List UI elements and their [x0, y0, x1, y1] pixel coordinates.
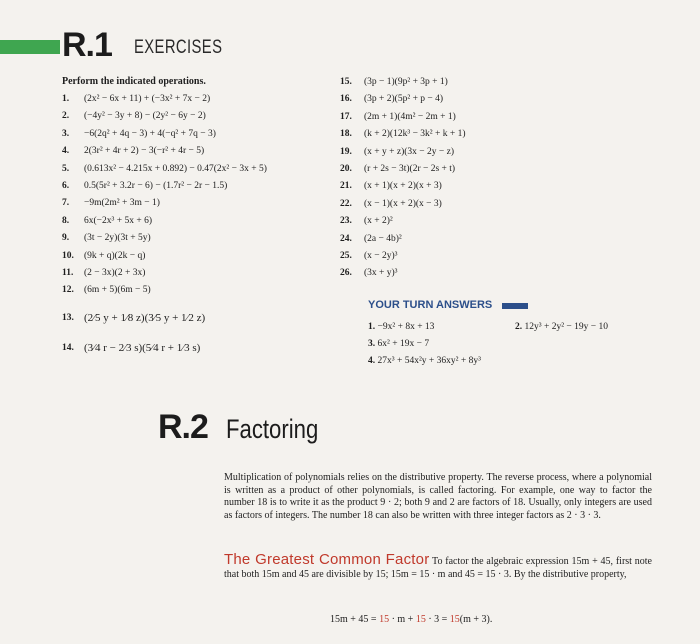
- your-turn-title: YOUR TURN ANSWERS: [368, 299, 493, 311]
- gcf-paragraph: [224, 551, 652, 581]
- your-turn-accent-bar: [502, 303, 528, 309]
- exercise-item: 18. (k + 2)(12k³ − 3k² + k + 1): [340, 129, 466, 140]
- exercise-item: 4. 2(3r² + 4r + 2) − 3(−r² + 4r − 5): [62, 146, 205, 157]
- gcf-heading: The Greatest Common Factor: [224, 551, 430, 568]
- your-turn-answer: 2. 12y³ + 2y² − 19y − 10: [515, 322, 609, 332]
- exercise-item: 11. (2 − 3x)(2 + 3x): [62, 267, 146, 278]
- factoring-paragraph: Multiplication of polynomials relies on the distributive property. The reverse process, where a polynomial is written as a product of other polynomials, is called factoring. For example, one way to factor the number 18 is to write it as the product 9 · 2; both 9 and 2 are factors of 18. Usually, only integers are used as factors of integers. The number 18 can also be written with three integer factors as 2 · 3 · 3.: [224, 472, 652, 521]
- gcf-text: To factor the algebraic expression 15m + 45, first note that both 15m and 45 are divisible by 15; 15m = 15 · m and 45 = 15 · 3. By the distributive property,: [224, 556, 652, 580]
- exercise-item: 14. (3⁄4 r − 2⁄3 s)(5⁄4 r + 1⁄3 s): [62, 341, 201, 354]
- exercise-list-right: [340, 77, 466, 286]
- exercise-item: 22. (x − 1)(x + 2)(x − 3): [340, 198, 442, 209]
- your-turn-answer: 4. 27x³ + 54x²y + 36xy² + 8y³: [368, 356, 481, 366]
- your-turn-answer: 1. −9x² + 8x + 13: [368, 322, 435, 332]
- exercise-item: 26. (3x + y)³: [340, 268, 398, 279]
- exercise-item: 6. 0.5(5r² + 3.2r − 6) − (1.7r² − 2r − 1.5): [62, 180, 228, 191]
- exercise-list-left: [62, 94, 267, 363]
- exercise-item: 20. (r + 2s − 3t)(2r − 2s + t): [340, 163, 456, 174]
- section-number: R.1: [62, 26, 112, 64]
- exercise-item: 13. (2⁄5 y + 1⁄8 z)(3⁄5 y + 1⁄2 z): [62, 311, 206, 324]
- exercise-item: 8. 6x(−2x³ + 5x + 6): [62, 215, 152, 226]
- exercise-item: 10. (9k + q)(2k − q): [62, 250, 146, 261]
- exercise-item: 3. −6(2q² + 4q − 3) + 4(−q² + 7q − 3): [62, 128, 216, 139]
- exercise-item: 21. (x + 1)(x + 2)(x + 3): [340, 181, 442, 192]
- exercise-item: 7. −9m(2m² + 3m − 1): [62, 198, 160, 209]
- exercise-item: 1. (2x² − 6x + 11) + (−3x² + 7x − 2): [62, 94, 211, 104]
- exercise-instruction: Perform the indicated operations.: [62, 76, 206, 87]
- exercise-item: 19. (x + y + z)(3x − 2y − z): [340, 146, 455, 157]
- section-label: EXERCISES: [134, 37, 223, 58]
- section-number: R.2: [158, 408, 208, 446]
- exercise-item: 12. (6m + 5)(6m − 5): [62, 285, 151, 296]
- section-title: Factoring: [226, 414, 319, 444]
- exercise-item: 2. (−4y² − 3y + 8) − (2y² − 6y − 2): [62, 111, 206, 122]
- exercise-item: 15. (3p − 1)(9p² + 3p + 1): [340, 77, 448, 87]
- distributive-equation: 15m + 45 = 15 · m + 15 · 3 = 15(m + 3).: [330, 614, 493, 625]
- exercise-item: 25. (x − 2y)³: [340, 250, 398, 261]
- exercise-item: 17. (2m + 1)(4m² − 2m + 1): [340, 111, 456, 122]
- exercise-item: 16. (3p + 2)(5p² + p − 4): [340, 94, 444, 105]
- exercise-item: 24. (2a − 4b)²: [340, 233, 402, 244]
- exercise-item: 23. (x + 2)²: [340, 216, 393, 227]
- your-turn-answer: 3. 6x² + 19x − 7: [368, 339, 430, 349]
- exercise-item: 9. (3t − 2y)(3t + 5y): [62, 233, 151, 244]
- section-accent-bar: [0, 40, 60, 54]
- exercise-item: 5. (0.613x² − 4.215x + 0.892) − 0.47(2x² − 3x + 5): [62, 163, 267, 174]
